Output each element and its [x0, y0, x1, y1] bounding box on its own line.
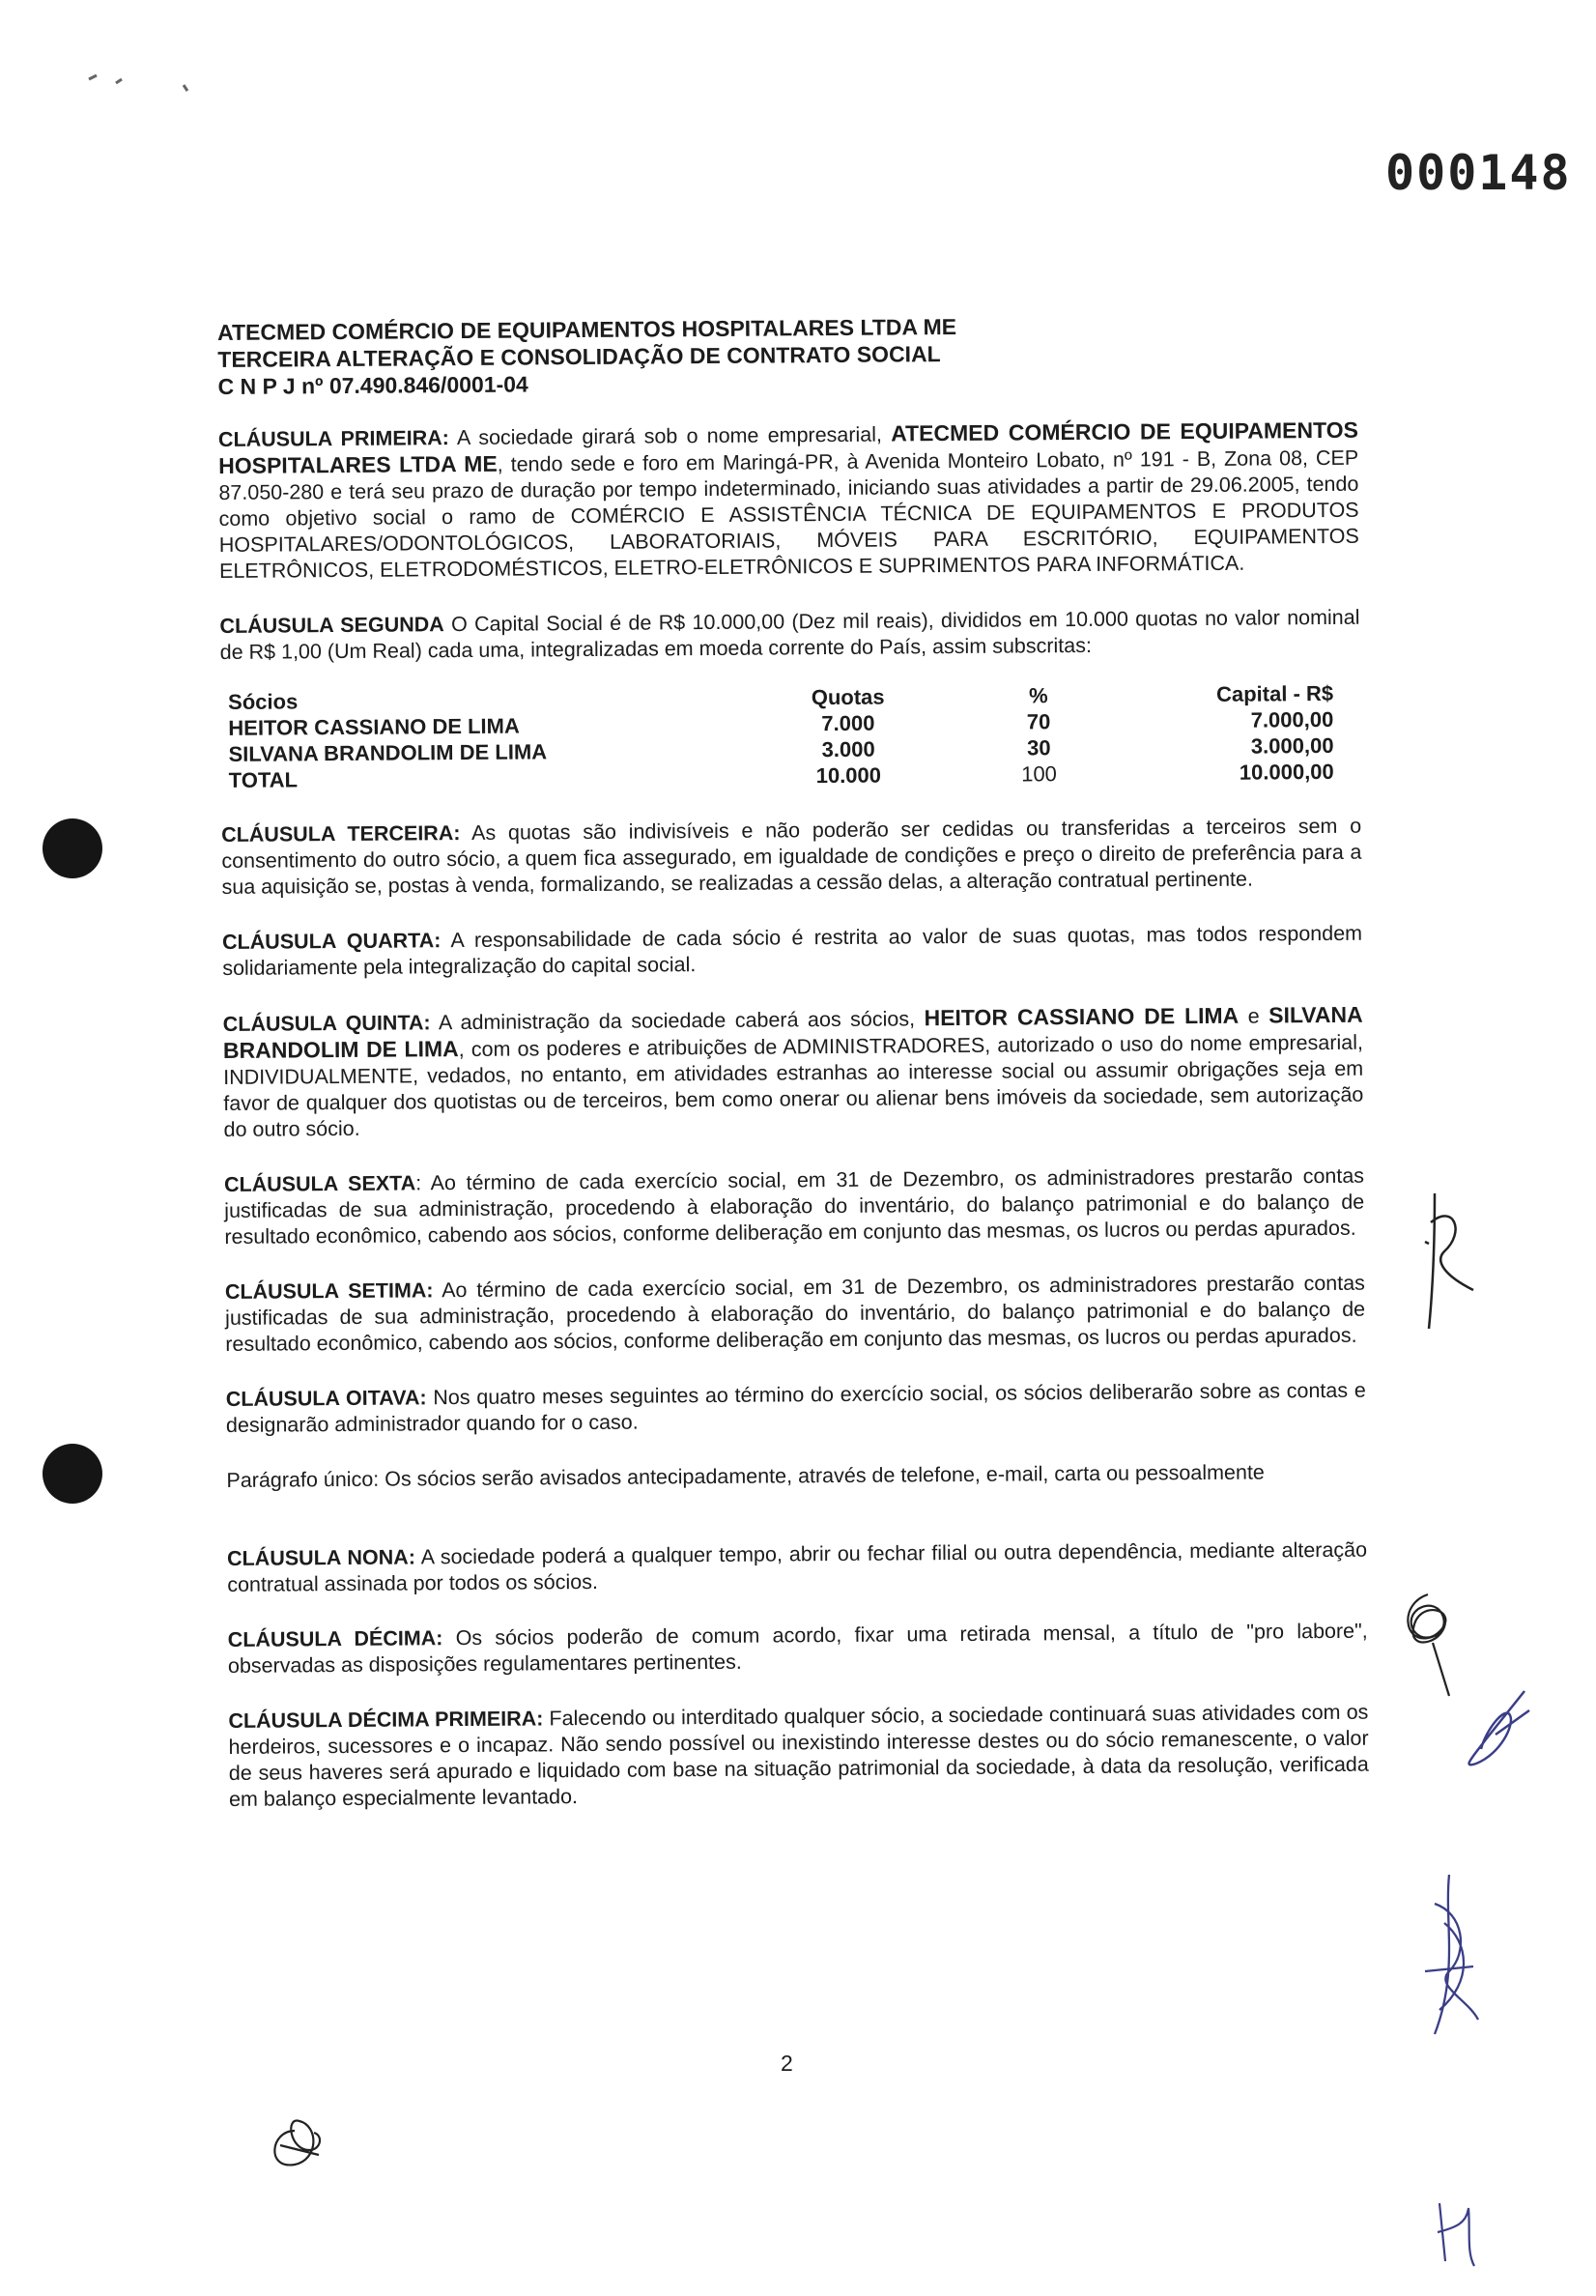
header-percent: %	[1028, 683, 1048, 708]
clause-label: CLÁUSULA QUARTA:	[221, 929, 442, 954]
page-number: 2	[781, 2051, 793, 2076]
cell-quotas: 10.000	[815, 762, 882, 789]
cell-socio: TOTAL	[228, 767, 299, 792]
document-body	[217, 310, 1369, 1813]
header-capital: Capital - R$	[1215, 680, 1334, 706]
partner-name-bold: HEITOR CASSIANO DE LIMA	[924, 1002, 1240, 1031]
clause-text: A sociedade girará sob o nome empresarial,	[448, 422, 892, 450]
clause-label: CLÁUSULA QUINTA:	[222, 1011, 431, 1036]
clause-text: As quotas são indivisíveis e não poderão ser cedidas ou transferidas a terceiros sem o consentimento do outro sócio, a quem fica assegurado, em igualdade de condições e preço o direito de preferência para a sua aquisição se, postas à venda, formalizando, se realizadas a cessão delas, a alteração contratual pertinente.	[221, 814, 1362, 899]
cell-socio: HEITOR CASSIANO DE LIMA	[228, 713, 520, 740]
cell-quotas: 7.000	[821, 710, 875, 736]
clause-text: A sociedade poderá a qualquer tempo, abrir ou fechar filial ou outra dependência, mediante alteração contratual assinada por todos os sócios.	[227, 1537, 1368, 1596]
signature-initial-2	[1415, 1865, 1493, 2049]
clause-quarta	[222, 921, 1362, 982]
header-socios: Sócios	[228, 689, 299, 714]
cell-percent: 100	[1021, 761, 1057, 787]
punch-hole-bottom	[43, 1444, 102, 1504]
clause-setima	[225, 1271, 1366, 1358]
clause-decima	[228, 1619, 1368, 1679]
clause-label: CLÁUSULA DÉCIMA PRIMEIRA:	[228, 1707, 544, 1733]
cell-capital: 10.000,00	[1239, 759, 1334, 785]
cell-percent: 70	[1026, 709, 1051, 734]
cell-capital: 7.000,00	[1250, 706, 1334, 732]
clause-oitava	[226, 1378, 1366, 1439]
clause-text: Falecendo ou interditado qualquer sócio, a sociedade continuará suas atividades com os herdeiros, sucessores e o incapaz. Não sendo possível ou inexistindo interesse destes ou do sócio remanescente, o valor de seus haveres será apurado e liquidado com base na situação patrimonial da sociedade, à data da resolução, verificada em balanço especialmente levantado.	[228, 1700, 1369, 1811]
cnpj-line: C N P J nº 07.490.846/0001-04	[217, 371, 528, 399]
clause-text: O Capital Social é de R$ 10.000,00 (Dez mil reais), divididos em 10.000 quotas no valor nominal de R$ 1,00 (Um Real) cada uma, integralizadas em moeda corrente do País, assim subscritas:	[219, 605, 1360, 664]
document-title: TERCEIRA ALTERAÇÃO E CONSOLIDAÇÃO DE CONTRATO SOCIAL	[217, 341, 941, 372]
cell-capital: 3.000,00	[1250, 732, 1334, 759]
paragrafo-unico: Parágrafo único: Os sócios serão avisados antecipadamente, através de telefone, e-mail, carta ou pessoalmente	[226, 1460, 1265, 1492]
clause-label: CLÁUSULA TERCEIRA:	[221, 821, 461, 847]
clause-text: Os sócios poderão de comum acordo, fixar uma retirada mensal, a título de "pro labore", observadas as disposições regulamentares pertinentes.	[227, 1619, 1368, 1678]
clause-nona	[227, 1537, 1367, 1598]
clause-quinta	[223, 1002, 1364, 1143]
shareholders-table	[220, 680, 1342, 793]
signature-loop	[1457, 1681, 1534, 1778]
clause-terceira	[221, 814, 1362, 901]
clause-text: Ao término de cada exercício social, em 31 de Dezembro, os administradores prestarão contas justificadas de sua administração, procedendo à elaboração do inventário, do balanço patrimonial e do balanço de resultado econômico, cabendo aos sócios, conforme deliberação em conjunto das mesmas, os lucros ou perdas apurados.	[225, 1271, 1366, 1356]
clause-text: Nos quatro meses seguintes ao término do exercício social, os sócios deliberarão sobre as contas e designarão administrador quando for o caso.	[225, 1378, 1366, 1437]
scan-artifact	[87, 66, 193, 93]
clause-label: CLÁUSULA PRIMEIRA:	[217, 426, 449, 451]
clause-sexta	[224, 1163, 1365, 1250]
clause-label: CLÁUSULA SEXTA	[223, 1171, 416, 1196]
header-quotas: Quotas	[811, 684, 885, 710]
document-header	[217, 310, 1358, 400]
punch-hole-top	[43, 818, 102, 878]
signature-scribble	[1389, 1585, 1467, 1701]
clause-label: CLÁUSULA SEGUNDA	[219, 613, 444, 638]
page-stamp-number: 000148	[1385, 145, 1572, 201]
clause-decima-primeira	[228, 1700, 1369, 1813]
clause-text: , com os poderes e atribuições de ADMINISTRADORES, autorizado o uso do nome empresarial, INDIVIDUALMENTE, vedados, no entanto, em atividades estranhas ao interesse social ou assumir obrigações seja em favor de qualquer dos quotistas ou de terceiros, bem como onerar ou alienar bens imóveis da sociedade, sem autorização do outro sócio.	[223, 1030, 1364, 1141]
clause-text: , tendo sede e foro em Maringá-PR, à Avenida Monteiro Lobato, nº 191 - B, Zona 08, CEP 87.050-280 e terá seu prazo de duração por tempo indeterminado, iniciando suas atividades a partir de 29.06.2005, tendo como objetivo social o ramo de COMÉRCIO E ASSISTÊNCIA TÉCNICA DE EQUIPAMENTOS E PRODUTOS HOSPITALARES/ODONTOLÓGICOS, LABORATORIAIS, MÓVEIS PARA ESCRITÓRIO, EQUIPAMENTOS ELETRÔNICOS, ELETRODOMÉSTICOS, ELETRO-ELETRÔNICOS E SUPRIMENTOS PARA INFORMÁTICA.	[218, 445, 1359, 583]
partner-name-bold: SILVANA BRANDOLIM DE LIMA	[222, 1001, 1363, 1063]
clause-label: CLÁUSULA SETIMA:	[224, 1278, 434, 1304]
clause-text: A responsabilidade de cada sócio é restrita ao valor de suas quotas, mas todos respondem solidariamente pela integralização do capital social.	[222, 921, 1363, 980]
company-name-bold: ATECMED COMÉRCIO DE EQUIPAMENTOS HOSPITALARES LTDA ME	[218, 416, 1359, 478]
clause-label: CLÁUSULA NONA:	[226, 1545, 416, 1570]
clause-text: : Ao término de cada exercício social, em 31 de Dezembro, os administradores prestarão contas justificadas de sua administração, procedendo à elaboração do inventário, do balanço patrimonial e do balanço de resultado econômico, cabendo aos sócios, conforme deliberação em conjunto das mesmas, os lucros ou perdas apurados.	[224, 1163, 1365, 1248]
cell-quotas: 3.000	[821, 736, 875, 762]
clause-text: e	[1239, 1004, 1269, 1028]
signature-bottom-left	[261, 2111, 338, 2179]
signature-bottom-right	[1428, 2194, 1486, 2271]
clause-label: CLÁUSULA DÉCIMA:	[227, 1626, 443, 1651]
cell-socio: SILVANA BRANDOLIM DE LIMA	[228, 739, 548, 766]
company-name: ATECMED COMÉRCIO DE EQUIPAMENTOS HOSPITALARES LTDA ME	[217, 313, 957, 345]
clause-label: CLÁUSULA OITAVA:	[225, 1386, 427, 1411]
cell-percent: 30	[1026, 735, 1051, 761]
clause-segunda	[219, 605, 1359, 666]
clause-text: A administração da sociedade caberá aos sócios,	[430, 1007, 925, 1035]
clause-primeira	[218, 417, 1359, 585]
signature-initial-1	[1406, 1184, 1483, 1338]
